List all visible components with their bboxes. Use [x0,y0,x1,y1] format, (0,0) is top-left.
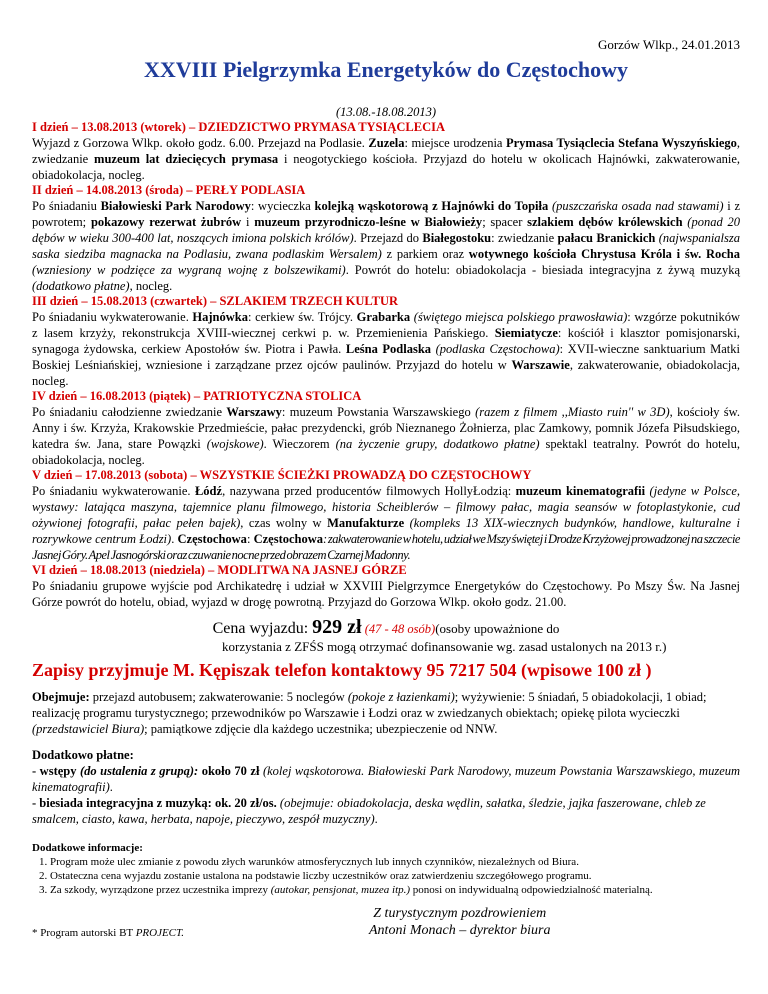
day-4-heading: IV dzień – 16.08.2013 (piątek) – PATRIOTYCZNA STOLICA [32,389,362,403]
extra-item-feast: - biesiada integracyjna z muzyką: ok. 20 zł/os. (obejmuje: obiadokolacja, deska wędlin, sałatka, śledzie, jajka faszerowane, chleb ze smalcem, ciasto, kawa, herbata, napoje, pieczywo, zespół muzyczny). [32,796,706,826]
day-5-heading: V dzień – 17.08.2013 (sobota) – WSZYSTKIE ŚCIEŻKI PROWADZĄ DO CZĘSTOCHOWY [32,468,532,482]
day-1-description: Wyjazd z Gorzowa Wlkp. około godz. 6.00. Przejazd na Podlasie. Zuzela: miejsce urodzenia Prymasa Tysiąclecia Stefana Wyszyńskiego, zwiedzanie muzeum lat dziecięcych prymasa i neogotyckiego kościoła. Przyjazd do hotelu w okolicach Hajnówki, zakwaterowanie, obiadokolacja, nocleg. [32,136,741,182]
footer [32,903,740,953]
booking-info: Zapisy przyjmuje M. Kępiszak telefon kontaktowy 95 7217 504 (wpisowe 100 zł ) [32,660,652,680]
info-item-2: 2. Ostateczna cena wyjazdu zostanie ustalona na podstawie liczby uczestników oraz zatwierdzeniu szczegółowego programu. [50,869,740,883]
day-2-description: Po śniadaniu Białowieski Park Narodowy: wycieczka kolejką wąskotorową z Hajnówki do Topiła (puszczańska osada nad stawami) i z powrotem; pokazowy rezerwat żubrów i muzeum przyrodniczo-leśne w Białowieży; spacer szlakiem dębów królewskich (ponad 20 dębów w wieku 300-400 lat, noszących imiona polskich królów). Przejazd do Białegostoku: zwiedzanie pałacu Branickich (najwspanialsza saska siedziba magnacka na Podlasiu, zwana podlaskim Wersalem) z parkiem oraz wotywnego kościoła Chrystusa Króla i św. Rocha (wzniesiony w podzięce za wygraną wojnę z bolszewikami). Powrót do hotelu: obiadokolacja - biesiada integracyjna z żywą muzyką (dodatkowo płatne), nocleg. [32,199,741,293]
page-title: XXVIII Pielgrzymka Energetyków do Częstochowy [144,57,628,82]
day-3-description: Po śniadaniu wykwaterowanie. Hajnówka: cerkiew św. Trójcy. Grabarka (świętego miejsca polskiego prawosławia): wzgórze pokutników z lasem krzyży, rekonstrukcja XVIII-wiecznej cerkwi p. w. Przemienienia Pańskiego. Siemiatycze: kościół i klasztor pomisjonarski, synagoga żydowska, cerkiew Apostołów św. Piotra i Pawła. Leśna Podlaska (podlaska Częstochowa): XVII-wieczne sanktuarium Matki Boskiej Leśniańskiej, wzniesione i zarządzane przez ojców paulinów. Przyjazd do hotelu w Warszawie, zakwaterowanie, obiadokolacja, nocleg. [32,310,740,388]
place-date: Gorzów Wlkp., 24.01.2013 [597,37,740,52]
includes-section: Obejmuje: przejazd autobusem; zakwaterowanie: 5 noclegów (pokoje z łazienkami); wyżywienie: 5 śniadań, 5 obiadokolacji, 1 obiad; realizację programu turystycznego; przewodników po Warszawie i Łodzi oraz w zwiedzanych obiektach; opiekę pilota wycieczki (przedstawiciel Biura); pamiątkowe zdjęcie dla każdego uczestnika; ubezpieczenie od NNW. [32,690,707,736]
additional-info [32,841,740,897]
extra-item-entry-fees: - wstępy (do ustalenia z grupą): około 70 zł (kolej wąskotorowa. Białowieski Park Narodowy, muzeum Powstania Warszawskiego, muzeum kinematografii). [32,764,741,794]
trip-dates: (13.08.-18.08.2013) [336,105,436,119]
day-6-heading: VI dzień – 18.08.2013 (niedziela) – MODLITWA NA JASNEJ GÓRZE [32,563,407,577]
price-amount: 929 zł [312,616,362,638]
day-1-heading: I dzień – 13.08.2013 (wtorek) – DZIEDZICTWO PRYMASA TYSIĄCLECIA [32,120,446,134]
document-page [32,0,740,953]
footnote: * Program autorski BT PROJECT. [32,927,185,939]
day-4-description: Po śniadaniu całodzienne zwiedzanie Warszawy: muzeum Powstania Warszawskiego (razem z filmem ,,Miasto ruin'' w 3D), kościoły św. Anny i św. Krzyża, Krakowskie Przedmieście, pałac prezydencki, grób Nieznanego Żołnierza, plac Zamkowy, pomnik Józefa Piłsudskiego, katedra św. Jana, stare Powązki (wojskowe). Wieczorem (na życzenie grupy, dodatkowo płatne) spektakl teatralny. Powrót do hotelu, obiadokolacja, nocleg. [32,405,741,467]
price-line: Cena wyjazdu: 929 zł (47 - 48 osób)(osoby upoważnione do [212,616,560,638]
info-item-3: 3. Za szkody, wyrządzone przez uczestnika imprezy (autokar, pensjonat, muzea itp.) ponosi on indywidualną odpowiedzialność materialną. [50,883,740,897]
signature: Antoni Monach – dyrektor biura [369,923,551,938]
day-6-description: Po śniadaniu grupowe wyjście pod Archikatedrę i udział w XXVIII Pielgrzymce Energetyków do Częstochowy. Po Mszy Św. Na Jasnej Górze powrót do hotelu, obiad, wyjazd w drogę powrotną. Przyjazd do Gorzowa Wlkp. około godz. 21.00. [32,579,740,609]
extra-costs-section [32,747,740,827]
info-item-1: 1. Program może ulec zmianie z powodu złych warunków atmosferycznych lub innych czynników, niezależnych od Biura. [50,855,740,869]
extra-costs-heading: Dodatkowo płatne: [32,748,134,762]
day-3-heading: III dzień – 15.08.2013 (czwartek) – SZLAKIEM TRZECH KULTUR [32,294,398,308]
additional-info-heading: Dodatkowe informacje: [32,842,143,854]
greeting: Z turystycznym pozdrowieniem Antoni Monach – dyrektor biura [369,906,551,938]
day-5-description: Po śniadaniu wykwaterowanie. Łódź, nazywana przed producentów filmowych HollyŁodzią: muzeum kinematografii (jedyne w Polsce, wystawy: latająca maszyna, tajemnice planu filmowego, historia Scheiblerów – filmowy pałac, magia seansów w fotoplastykonie, cud ożywionej fotografii, pałac pełen bajek), czas wolny w Manufakturze (kompleks 13 XIX-wiecznych budynków, handlowe, kulturalne i rozrywkowe centrum Łodzi). Częstochowa: Częstochowa: zakwaterowanie w hotelu, udział we Mszy świętej i Drodze Krzyżowej prowadzonej na szczecie Jasnej Góry. Apel Jasnogórski oraz czuwanie nocne przed obrazem Czarnej Madonny. [32,484,741,562]
day-2-heading: II dzień – 14.08.2013 (środa) – PERŁY PODLASIA [32,183,306,197]
price-note: korzystania z ZFŚS mogą otrzymać dofinansowanie wg. zasad ustalonych na 2013 r.) [222,639,667,654]
